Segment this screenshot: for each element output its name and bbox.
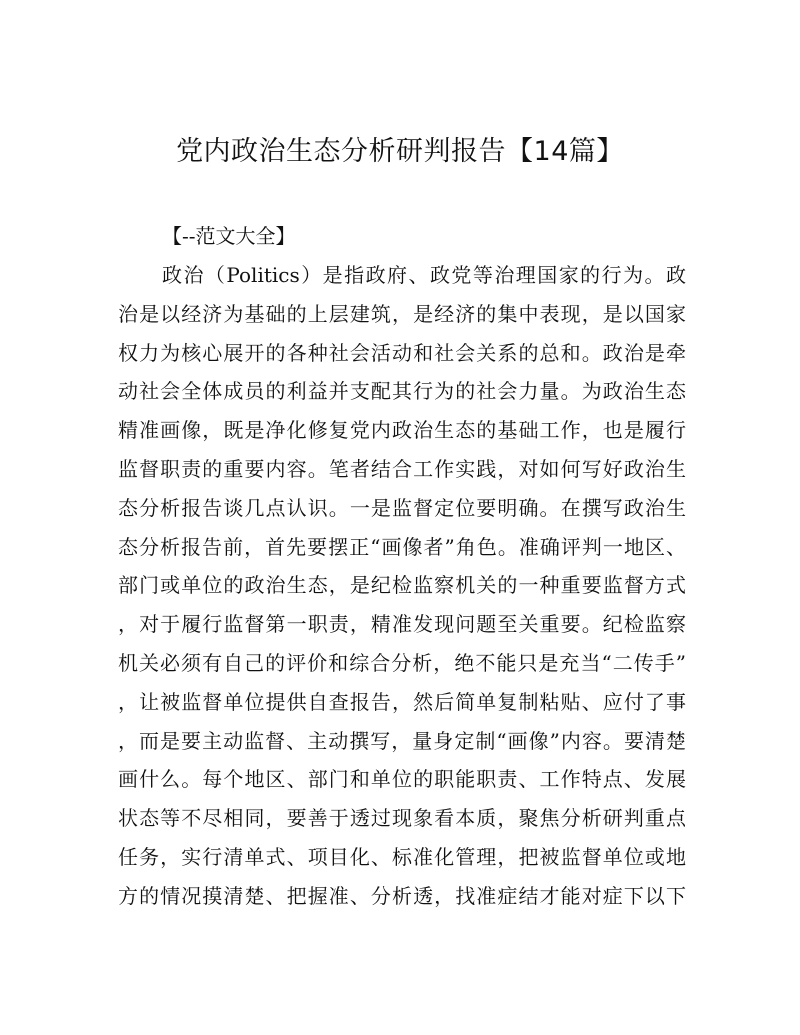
body-line: 部门或单位的政治生态，是纪检监察机关的一种重要监督方式 [118,573,686,598]
document-title: 党内政治生态分析研判报告【14篇】 [176,136,624,167]
body-line: 治是以经济为基础的上层建筑，是经济的集中表现，是以国家 [118,301,686,326]
document-body [118,256,686,916]
body-line: 权力为核心展开的各种社会活动和社会关系的总和。政治是牵 [118,340,686,365]
body-line: 动社会全体成员的利益并支配其行为的社会力量。为政治生态 [118,379,686,404]
body-line: 态分析报告谈几点认识。一是监督定位要明确。在撰写政治生 [118,495,686,520]
body-line: ，让被监督单位提供自查报告，然后简单复制粘贴、应付了事 [118,689,686,714]
body-line: 机关必须有自己的评价和综合分析，绝不能只是充当“二传手” [118,650,686,675]
body-line: ，对于履行监督第一职责，精准发现问题至关重要。纪检监察 [118,612,686,637]
body-line: 精准画像，既是净化修复党内政治生态的基础工作，也是履行 [118,418,686,443]
body-line: 态分析报告前，首先要摆正“画像者”角色。准确评判一地区、 [118,534,686,559]
body-line: 任务，实行清单式、项目化、标准化管理，把被监督单位或地 [118,844,686,869]
body-line: 画什么。每个地区、部门和单位的职能职责、工作特点、发展 [118,767,686,792]
body-line: 方的情况摸清楚、把握准、分析透，找准症结才能对症下以下 [118,883,686,908]
document-subtitle: 【--范文大全】 [162,224,296,248]
body-line: 监督职责的重要内容。笔者结合工作实践，对如何写好政治生 [118,456,686,481]
body-line: 状态等不尽相同，要善于透过现象看本质，聚焦分析研判重点 [118,806,686,831]
body-line: ，而是要主动监督、主动撰写，量身定制“画像”内容。要清楚 [118,728,686,753]
body-line: 政治（Politics）是指政府、政党等治理国家的行为。政 [162,263,686,287]
